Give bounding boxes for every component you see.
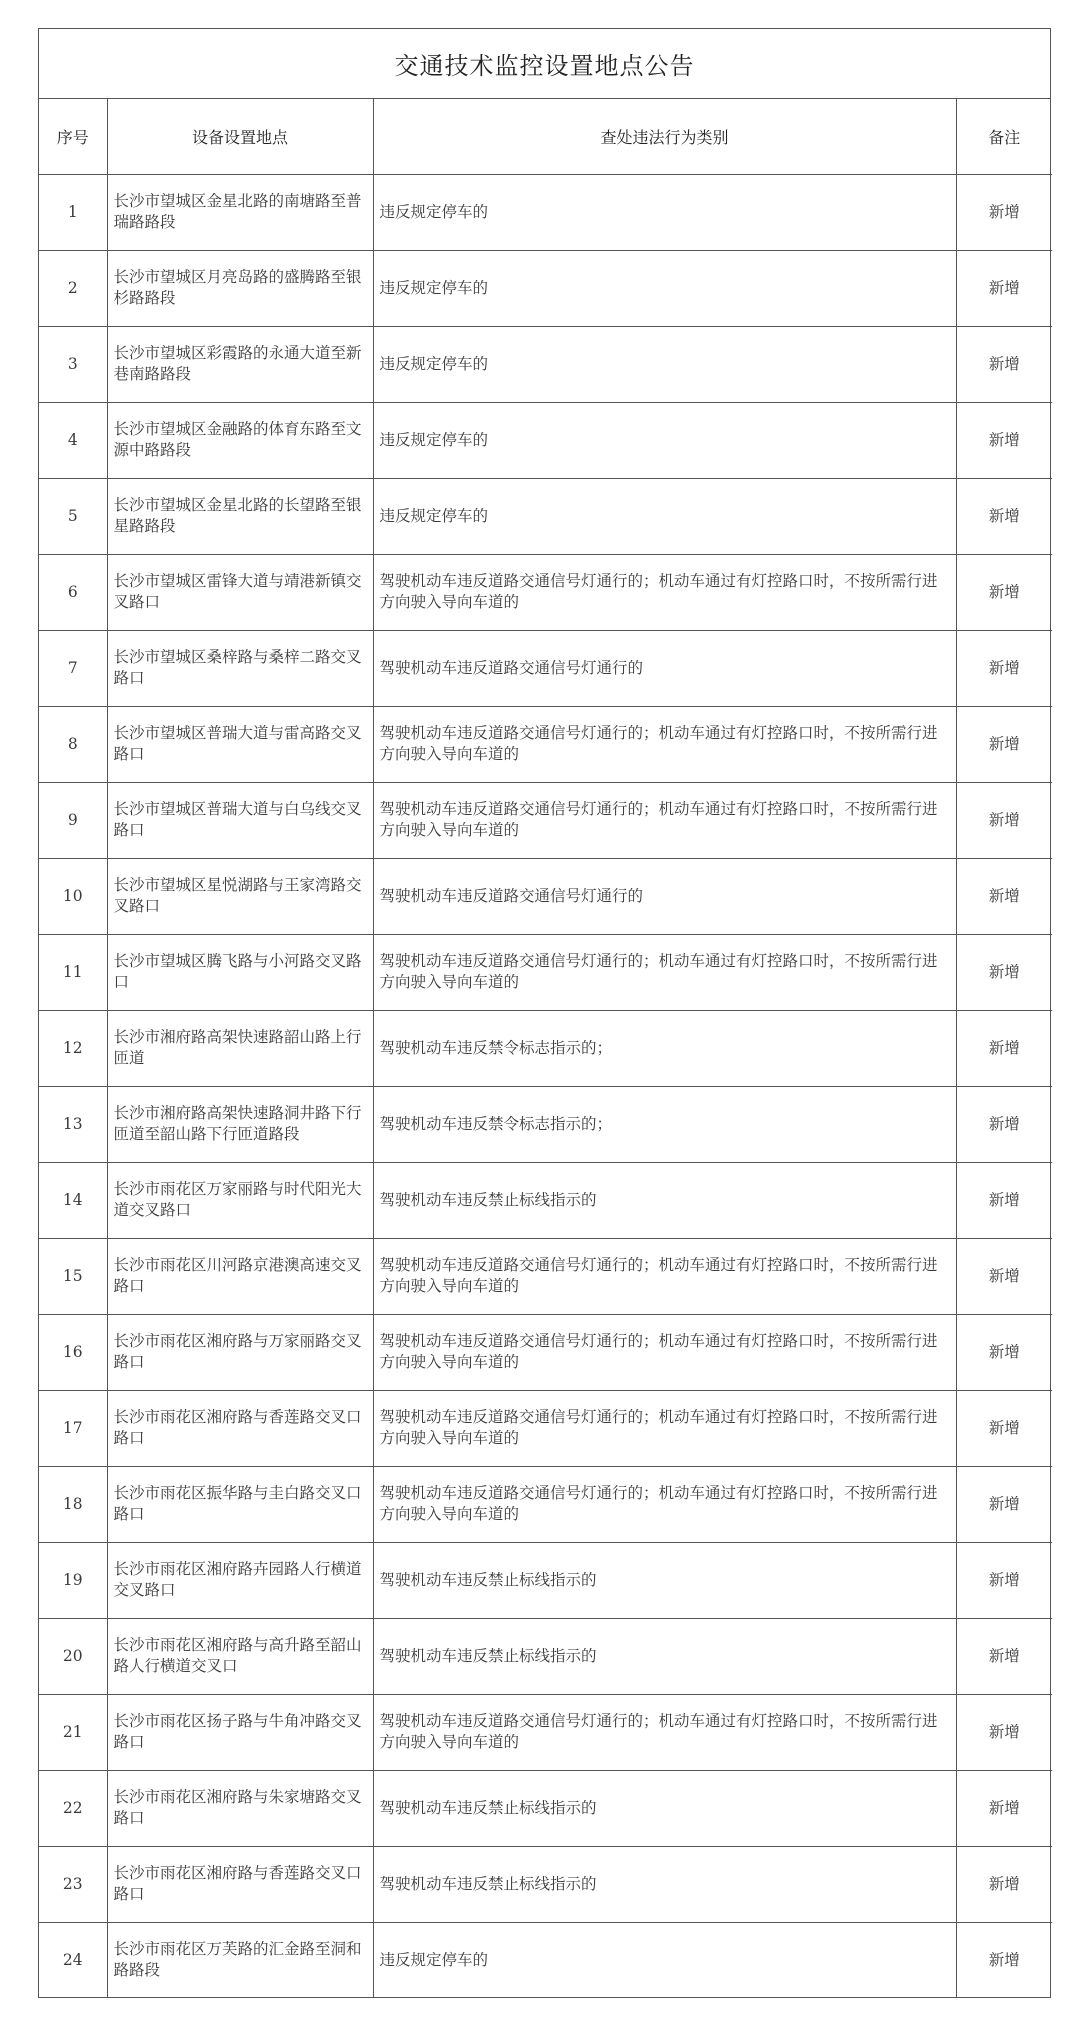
table-row (39, 1618, 1052, 1694)
row-note: 新增 (956, 1846, 1052, 1922)
row-violation: 驾驶机动车违反道路交通信号灯通行的；机动车通过有灯控路口时，不按所需行进方向驶入导向车道的 (373, 1694, 956, 1770)
header-note: 备注 (956, 99, 1052, 174)
row-location: 长沙市望城区彩霞路的永通大道至新巷南路路段 (107, 326, 373, 402)
row-number: 6 (39, 554, 107, 630)
announcement-sheet (38, 28, 1051, 1998)
row-violation: 违反规定停车的 (373, 250, 956, 326)
row-number: 5 (39, 478, 107, 554)
row-location: 长沙市望城区普瑞大道与白乌线交叉路口 (107, 782, 373, 858)
row-number: 8 (39, 706, 107, 782)
table-row (39, 934, 1052, 1010)
row-location: 长沙市望城区普瑞大道与雷高路交叉路口 (107, 706, 373, 782)
row-number: 16 (39, 1314, 107, 1390)
row-note: 新增 (956, 1542, 1052, 1618)
row-violation: 驾驶机动车违反道路交通信号灯通行的；机动车通过有灯控路口时，不按所需行进方向驶入导向车道的 (373, 1466, 956, 1542)
row-number: 1 (39, 174, 107, 250)
row-number: 12 (39, 1010, 107, 1086)
row-violation: 驾驶机动车违反道路交通信号灯通行的 (373, 630, 956, 706)
row-note: 新增 (956, 1466, 1052, 1542)
table-row (39, 554, 1052, 630)
row-number: 7 (39, 630, 107, 706)
table-row (39, 174, 1052, 250)
table-row (39, 1542, 1052, 1618)
row-note: 新增 (956, 174, 1052, 250)
row-number: 21 (39, 1694, 107, 1770)
table-row (39, 1922, 1052, 1998)
row-violation: 驾驶机动车违反禁止标线指示的 (373, 1846, 956, 1922)
monitoring-table (39, 99, 1052, 1998)
row-number: 2 (39, 250, 107, 326)
table-row (39, 1010, 1052, 1086)
header-row (39, 99, 1052, 174)
row-note: 新增 (956, 250, 1052, 326)
table-row (39, 1846, 1052, 1922)
row-note: 新增 (956, 478, 1052, 554)
row-number: 24 (39, 1922, 107, 1998)
row-location: 长沙市望城区桑梓路与桑梓二路交叉路口 (107, 630, 373, 706)
row-note: 新增 (956, 1314, 1052, 1390)
row-location: 长沙市雨花区扬子路与牛角冲路交叉路口 (107, 1694, 373, 1770)
row-number: 9 (39, 782, 107, 858)
row-location: 长沙市雨花区湘府路与朱家塘路交叉路口 (107, 1770, 373, 1846)
row-note: 新增 (956, 1010, 1052, 1086)
row-violation: 驾驶机动车违反道路交通信号灯通行的 (373, 858, 956, 934)
table-row (39, 478, 1052, 554)
row-note: 新增 (956, 630, 1052, 706)
table-row (39, 706, 1052, 782)
row-number: 15 (39, 1238, 107, 1314)
row-location: 长沙市雨花区湘府路与万家丽路交叉路口 (107, 1314, 373, 1390)
row-violation: 驾驶机动车违反禁令标志指示的； (373, 1086, 956, 1162)
row-location: 长沙市望城区金融路的体育东路至文源中路路段 (107, 402, 373, 478)
header-no: 序号 (39, 99, 107, 174)
row-note: 新增 (956, 1162, 1052, 1238)
row-note: 新增 (956, 782, 1052, 858)
page-title: 交通技术监控设置地点公告 (39, 29, 1050, 99)
table-row (39, 402, 1052, 478)
row-note: 新增 (956, 1770, 1052, 1846)
row-violation: 违反规定停车的 (373, 478, 956, 554)
row-location: 长沙市雨花区湘府路卉园路人行横道交叉路口 (107, 1542, 373, 1618)
row-violation: 驾驶机动车违反道路交通信号灯通行的；机动车通过有灯控路口时，不按所需行进方向驶入导向车道的 (373, 934, 956, 1010)
row-location: 长沙市雨花区湘府路与高升路至韶山路人行横道交叉口 (107, 1618, 373, 1694)
row-note: 新增 (956, 706, 1052, 782)
table-row (39, 1086, 1052, 1162)
row-number: 4 (39, 402, 107, 478)
table-row (39, 1694, 1052, 1770)
row-note: 新增 (956, 554, 1052, 630)
table-row (39, 1770, 1052, 1846)
row-location: 长沙市雨花区振华路与圭白路交叉口路口 (107, 1466, 373, 1542)
row-note: 新增 (956, 934, 1052, 1010)
row-violation: 驾驶机动车违反道路交通信号灯通行的；机动车通过有灯控路口时，不按所需行进方向驶入导向车道的 (373, 706, 956, 782)
row-note: 新增 (956, 1694, 1052, 1770)
header-violation: 查处违法行为类别 (373, 99, 956, 174)
row-location: 长沙市望城区雷锋大道与靖港新镇交叉路口 (107, 554, 373, 630)
row-violation: 驾驶机动车违反禁令标志指示的； (373, 1010, 956, 1086)
row-location: 长沙市雨花区川河路京港澳高速交叉路口 (107, 1238, 373, 1314)
row-number: 14 (39, 1162, 107, 1238)
row-violation: 违反规定停车的 (373, 326, 956, 402)
row-location: 长沙市雨花区湘府路与香莲路交叉口路口 (107, 1390, 373, 1466)
row-number: 19 (39, 1542, 107, 1618)
table-row (39, 1314, 1052, 1390)
row-location: 长沙市湘府路高架快速路韶山路上行匝道 (107, 1010, 373, 1086)
table-row (39, 858, 1052, 934)
row-note: 新增 (956, 1618, 1052, 1694)
row-location: 长沙市望城区腾飞路与小河路交叉路口 (107, 934, 373, 1010)
row-location: 长沙市望城区金星北路的长望路至银星路路段 (107, 478, 373, 554)
row-number: 11 (39, 934, 107, 1010)
row-violation: 驾驶机动车违反禁止标线指示的 (373, 1542, 956, 1618)
row-number: 13 (39, 1086, 107, 1162)
row-violation: 驾驶机动车违反道路交通信号灯通行的；机动车通过有灯控路口时，不按所需行进方向驶入导向车道的 (373, 1314, 956, 1390)
row-violation: 违反规定停车的 (373, 174, 956, 250)
row-note: 新增 (956, 402, 1052, 478)
row-location: 长沙市雨花区湘府路与香莲路交叉口路口 (107, 1846, 373, 1922)
row-violation: 驾驶机动车违反道路交通信号灯通行的；机动车通过有灯控路口时，不按所需行进方向驶入导向车道的 (373, 1390, 956, 1466)
row-violation: 驾驶机动车违反禁止标线指示的 (373, 1618, 956, 1694)
row-number: 3 (39, 326, 107, 402)
row-number: 10 (39, 858, 107, 934)
row-note: 新增 (956, 326, 1052, 402)
row-number: 17 (39, 1390, 107, 1466)
row-violation: 违反规定停车的 (373, 402, 956, 478)
table-row (39, 326, 1052, 402)
row-violation: 违反规定停车的 (373, 1922, 956, 1998)
row-violation: 驾驶机动车违反禁止标线指示的 (373, 1162, 956, 1238)
table-row (39, 1466, 1052, 1542)
row-location: 长沙市湘府路高架快速路洞井路下行匝道至韶山路下行匝道路段 (107, 1086, 373, 1162)
table-row (39, 630, 1052, 706)
table-row (39, 782, 1052, 858)
row-number: 20 (39, 1618, 107, 1694)
row-note: 新增 (956, 1086, 1052, 1162)
row-location: 长沙市雨花区万芙路的汇金路至洞和路路段 (107, 1922, 373, 1998)
table-row (39, 1390, 1052, 1466)
row-number: 22 (39, 1770, 107, 1846)
row-violation: 驾驶机动车违反道路交通信号灯通行的；机动车通过有灯控路口时，不按所需行进方向驶入导向车道的 (373, 782, 956, 858)
row-number: 23 (39, 1846, 107, 1922)
row-number: 18 (39, 1466, 107, 1542)
row-note: 新增 (956, 1922, 1052, 1998)
row-location: 长沙市望城区金星北路的南塘路至普瑞路路段 (107, 174, 373, 250)
row-location: 长沙市雨花区万家丽路与时代阳光大道交叉路口 (107, 1162, 373, 1238)
row-note: 新增 (956, 1390, 1052, 1466)
row-location: 长沙市望城区月亮岛路的盛腾路至银杉路路段 (107, 250, 373, 326)
row-violation: 驾驶机动车违反禁止标线指示的 (373, 1770, 956, 1846)
row-note: 新增 (956, 1238, 1052, 1314)
row-location: 长沙市望城区星悦湖路与王家湾路交叉路口 (107, 858, 373, 934)
row-note: 新增 (956, 858, 1052, 934)
header-location: 设备设置地点 (107, 99, 373, 174)
row-violation: 驾驶机动车违反道路交通信号灯通行的；机动车通过有灯控路口时，不按所需行进方向驶入导向车道的 (373, 554, 956, 630)
row-violation: 驾驶机动车违反道路交通信号灯通行的；机动车通过有灯控路口时，不按所需行进方向驶入导向车道的 (373, 1238, 956, 1314)
table-row (39, 1162, 1052, 1238)
table-row (39, 1238, 1052, 1314)
table-row (39, 250, 1052, 326)
